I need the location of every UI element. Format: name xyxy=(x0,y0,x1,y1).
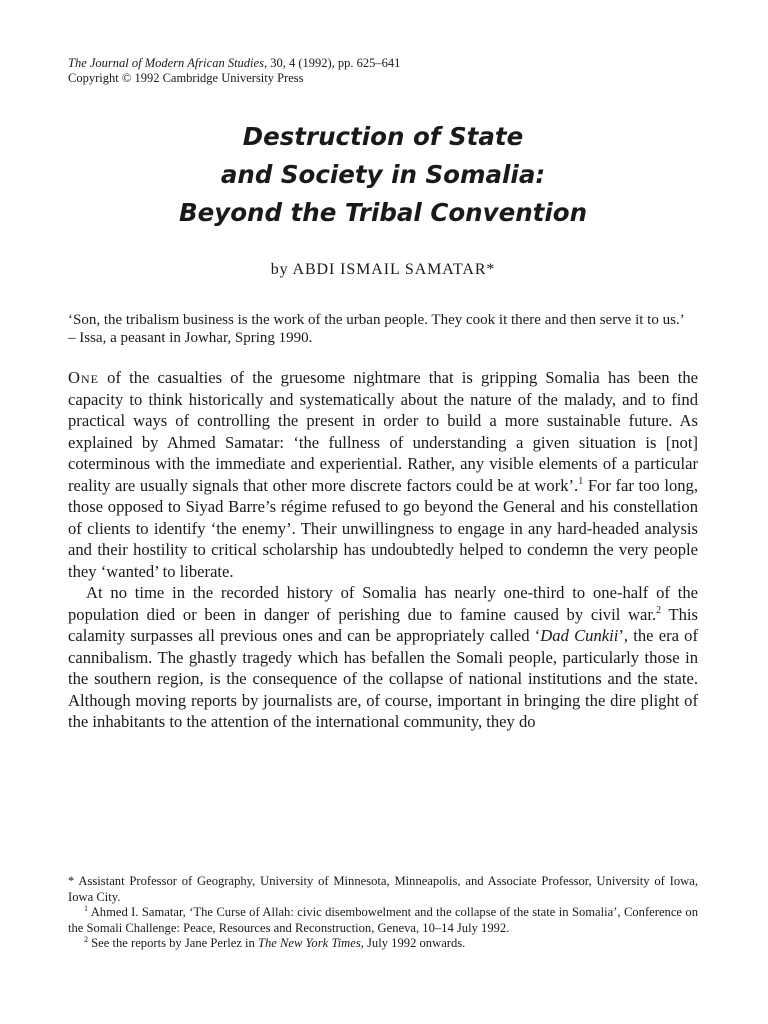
journal-details: , 30, 4 (1992), pp. 625–641 xyxy=(263,56,401,70)
citation-line xyxy=(68,56,698,71)
lead-word: One xyxy=(68,368,99,387)
paragraph-2-text-b: This calamity surpasses all previous ones and can be appropriately called ‘ xyxy=(68,604,698,645)
footnote-1-text: Ahmed I. Samatar, ‘The Curse of Allah: civic disembowelment and the collapse of the state in Somalia’, Conference on the Somali Challenge: Peace, Resources and Reconstruction, Geneva, 10–14 July 1992. xyxy=(68,905,698,935)
footnote-2-italic: The New York Times xyxy=(257,936,361,950)
footnote-1-mark: 1 xyxy=(84,904,88,913)
citation-header xyxy=(68,56,698,86)
paragraph-2-text-c: ’, the era of cannibalism. The ghastly tragedy which has befallen the Somali people, particularly those in the southern region, is the consequence of the collapse of national institutions and the state. Although moving reports by journalists are, of course, important in bringing the dire plight of the inhabitants to the attention of the international community, they do xyxy=(68,626,698,731)
footnote-2-text-a: See the reports by Jane Perlez in xyxy=(88,936,258,950)
author-byline: by ABDI ISMAIL SAMATAR* xyxy=(270,261,496,278)
article-title xyxy=(68,118,698,232)
footnote-1 xyxy=(68,905,698,936)
footnote-ref-1: 1 xyxy=(578,475,584,487)
title-line-1: Destruction of State xyxy=(242,122,524,151)
footnote-2 xyxy=(68,936,698,952)
copyright-line: Copyright © 1992 Cambridge University Press xyxy=(68,71,304,85)
paragraph-2-italic: Dad Cunkii xyxy=(540,626,619,645)
footnote-affiliation: * Assistant Professor of Geography, University of Minnesota, Minneapolis, and Associate Professor, University of Iowa, Iowa City. xyxy=(68,874,698,904)
footnotes xyxy=(68,874,698,952)
article-body xyxy=(68,367,698,733)
paragraph-1-text-a: of the casualties of the gruesome nightmare that is gripping Somalia has been the capacity to think historically and systematically about the nature of the malady, and to find practical ways of controlling the present in order to build a more sustainable future. As explained by Ahmed Samatar: ‘the fullness of understanding a given situation is [not] coterminous with the immediate and experiential. Rather, any visible elements of a particular reality are usually signals that other more discrete factors could be at work’. xyxy=(68,368,698,495)
article-page xyxy=(68,56,698,733)
epigraph-quote: ‘Son, the tribalism business is the work of the urban people. They cook it there and then serve it to us.’ xyxy=(68,312,685,328)
footnote-ref-2: 2 xyxy=(656,604,662,616)
title-line-3: Beyond the Tribal Convention xyxy=(178,198,588,227)
paragraph-1-text-b: For far too long, those opposed to Siyad Barre’s régime refused to go beyond the General and his constellation of clients to identify ‘the enemy’. Their unwillingness to engage in any hard-headed analysis and their hostility to critical scholarship has undoubtedly helped to condemn the very people they ‘wanted’ to liberate. xyxy=(68,475,699,581)
footnote-2-mark: 2 xyxy=(84,935,88,944)
journal-name: The Journal of Modern African Studies xyxy=(68,56,264,70)
footnote-2-text-b: , July 1992 onwards. xyxy=(360,936,466,950)
title-line-2: and Society in Somalia: xyxy=(220,160,546,189)
paragraph-1 xyxy=(68,367,698,582)
paragraph-2 xyxy=(68,582,698,733)
epigraph xyxy=(68,311,698,347)
paragraph-2-text-a: At no time in the recorded history of Somalia has nearly one-third to one-half of the population died or been in danger of perishing due to famine caused by civil war. xyxy=(68,583,698,624)
epigraph-attribution: – Issa, a peasant in Jowhar, Spring 1990. xyxy=(68,330,313,346)
